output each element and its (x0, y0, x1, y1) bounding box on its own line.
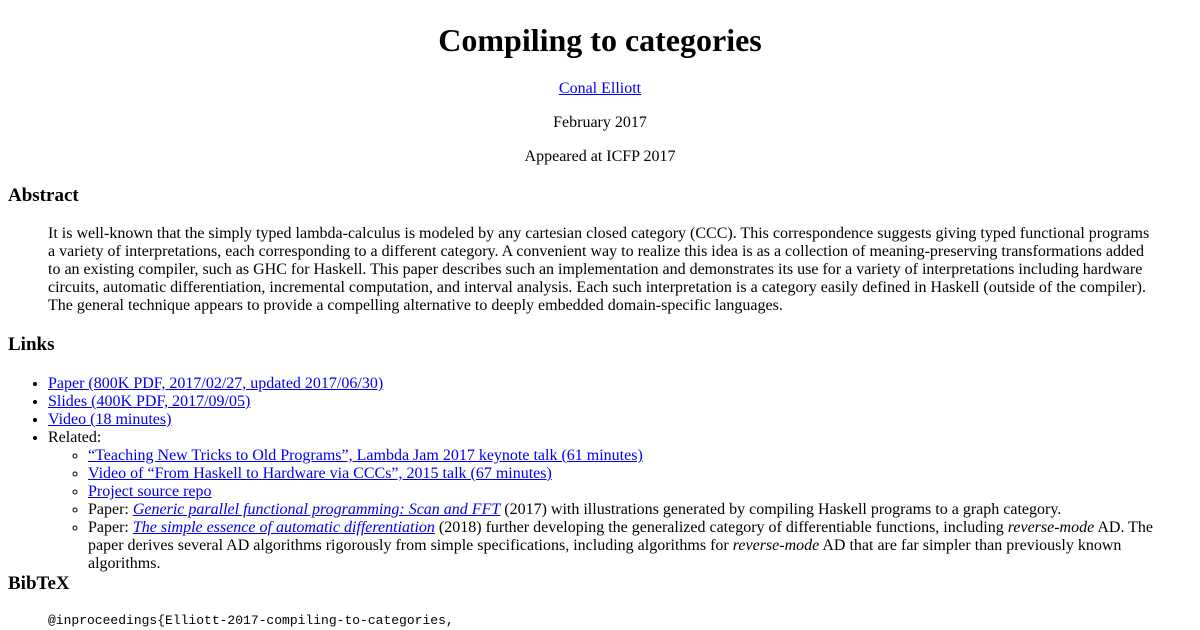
paper2-emphasis-1: reverse-mode (1007, 519, 1095, 536)
paper2-description-2: AD. The paper derives several AD algorithms rigorously from simple specifications, including algorithms for (88, 519, 1154, 554)
list-item (88, 519, 1188, 573)
links-list (48, 375, 1188, 573)
ad-paper-link[interactable] (133, 519, 435, 536)
list-item (88, 447, 1188, 465)
video-link[interactable]: Video (18 minutes) (48, 411, 172, 428)
abstract-text: It is well-known that the simply typed lambda-calculus is modeled by any cartesian closed category (CCC). This correspondence suggests giving typed functional programs a variety of interpretations, each corresponding to a different category. A convenient way to realize this idea is as a collection of meaning-preserving transformations added to an existing compiler, such as GHC for Haskell. This paper describes such an implementation and demonstrates its use for a variety of interpretations including hardware circuits, automatic differentiation, incremental computation, and interval analysis. Each such interpretation is a category easily defined in Haskell (outside of the compiler). The general technique appears to provide a compelling alternative to deeply embedded domain-specific languages. (48, 225, 1150, 314)
source-repo-link[interactable]: Project source repo (88, 483, 212, 500)
bibtex-heading: BibTeX (8, 573, 70, 594)
slides-link[interactable]: Slides (400K PDF, 2017/09/05) (48, 393, 251, 410)
hardware-talk-link[interactable]: Video of “From Haskell to Hardware via CCCs”, 2015 talk (67 minutes) (88, 465, 552, 482)
paper2-prefix: Paper: (88, 519, 133, 536)
paper1-description: (2017) with illustrations generated by compiling Haskell programs to a graph category. (500, 501, 1062, 518)
publication-date: February 2017 (553, 114, 647, 131)
list-item (48, 429, 1188, 573)
venue: Appeared at ICFP 2017 (524, 148, 676, 165)
list-item (88, 465, 1188, 483)
list-item (88, 501, 1188, 519)
list-item (88, 483, 1188, 501)
related-label: Related: (48, 429, 102, 446)
paper-link[interactable]: Paper (800K PDF, 2017/02/27, updated 2017/06/30) (48, 375, 384, 392)
abstract-heading: Abstract (8, 185, 79, 206)
paper2-description-3: AD that are far simpler than previously known algorithms. (88, 537, 1122, 572)
keynote-talk-link[interactable]: “Teaching New Tricks to Old Programs”, Lambda Jam 2017 keynote talk (61 minutes) (88, 447, 643, 464)
list-item (48, 375, 1188, 393)
parallel-fp-paper-link[interactable] (133, 501, 500, 518)
page-title: Compiling to categories (438, 22, 762, 58)
list-item (48, 411, 1188, 429)
parallel-fp-paper-title: Generic parallel functional programming: Scan and FFT (132, 501, 501, 518)
related-list (88, 447, 1188, 573)
paper2-description-1: (2018) further developing the generalized category of differentiable functions, including (434, 519, 1008, 536)
list-item (48, 393, 1188, 411)
ad-paper-title: The simple essence of automatic differentiation (132, 519, 435, 536)
bibtex-code: @inproceedings{Elliott-2017-compiling-to-categories, (48, 613, 454, 628)
paper1-prefix: Paper: (88, 501, 133, 518)
author-link[interactable]: Conal Elliott (558, 80, 642, 97)
author-line (8, 80, 1192, 98)
paper2-emphasis-2: reverse-mode (732, 537, 820, 554)
links-heading: Links (8, 334, 55, 355)
